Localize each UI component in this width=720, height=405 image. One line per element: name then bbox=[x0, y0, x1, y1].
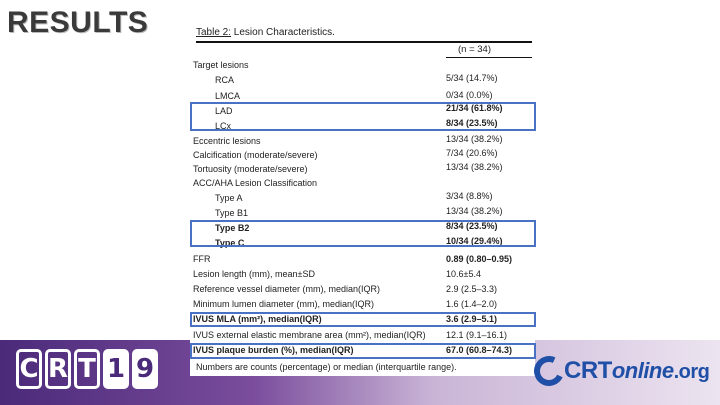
row-label-target-lesions: Target lesions bbox=[193, 60, 249, 70]
row-value-type-c: 10/34 (29.4%) bbox=[446, 236, 503, 246]
crtonline-swoosh-icon bbox=[530, 352, 568, 390]
highlight-box-plaque-burden bbox=[190, 343, 536, 359]
highlight-box-ivus-mla bbox=[190, 312, 536, 327]
row-value-type-a: 3/34 (8.8%) bbox=[446, 191, 493, 201]
row-label-calcification: Calcification (moderate/severe) bbox=[193, 150, 318, 160]
row-label-plaque-burden: IVUS plaque burden (%), median(IQR) bbox=[193, 345, 354, 355]
table-top-rule bbox=[196, 41, 532, 43]
row-value-plaque-burden: 67.0 (60.8–74.3) bbox=[446, 345, 513, 355]
row-value-lcx: 8/34 (23.5%) bbox=[446, 118, 498, 128]
row-value-ivus-mla: 3.6 (2.9–5.1) bbox=[446, 314, 498, 324]
crt-letter-c: C bbox=[16, 349, 42, 389]
row-value-lesion-length: 10.6±5.4 bbox=[446, 269, 481, 279]
column-header: (n = 34) bbox=[458, 44, 492, 55]
row-value-type-b1: 13/34 (38.2%) bbox=[446, 206, 503, 216]
row-label-minimum-lumen: Minimum lumen diameter (mm), median(IQR) bbox=[193, 299, 375, 309]
row-value-calcification: 7/34 (20.6%) bbox=[446, 148, 498, 158]
logo-text-crt: CRT bbox=[564, 357, 612, 384]
table-footnote: Numbers are counts (percentage) or median (interquartile range). bbox=[196, 362, 457, 372]
row-label-type-b1: Type B1 bbox=[215, 208, 249, 218]
row-value-tortuosity: 13/34 (38.2%) bbox=[446, 162, 503, 172]
crt19-logo bbox=[16, 349, 158, 389]
row-value-type-b2: 8/34 (23.5%) bbox=[446, 221, 498, 231]
highlight-box-lad-lcx bbox=[190, 102, 536, 131]
slide-title: RESULTS bbox=[7, 6, 149, 39]
row-label-rca: RCA bbox=[215, 75, 235, 85]
row-label-ivus-eem: IVUS external elastic membrane area (mm²), median(IQR) bbox=[193, 330, 426, 340]
row-value-lmca: 0/34 (0.0%) bbox=[446, 90, 493, 100]
row-value-eccentric: 13/34 (38.2%) bbox=[446, 134, 503, 144]
row-label-lcx: LCx bbox=[215, 121, 232, 131]
row-label-type-a: Type A bbox=[215, 193, 243, 203]
crt-letter-t: T bbox=[74, 349, 100, 389]
row-label-reference-diameter: Reference vessel diameter (mm), median(IQR) bbox=[193, 284, 381, 294]
row-label-acc-aha: ACC/AHA Lesion Classification bbox=[193, 178, 318, 188]
table-caption-label: Table 2: bbox=[196, 27, 232, 38]
logo-text-online: online bbox=[611, 358, 674, 383]
row-value-minimum-lumen: 1.6 (1.4–2.0) bbox=[446, 299, 498, 309]
row-label-type-c: Type C bbox=[215, 238, 245, 248]
row-label-ivus-mla: IVUS MLA (mm²), median(IQR) bbox=[193, 314, 322, 324]
table-caption bbox=[196, 27, 335, 38]
row-value-reference-diameter: 2.9 (2.5–3.3) bbox=[446, 284, 498, 294]
highlight-box-type-b2-c bbox=[190, 220, 536, 247]
row-label-type-b2: Type B2 bbox=[215, 223, 250, 233]
row-value-rca: 5/34 (14.7%) bbox=[446, 73, 498, 83]
crt-digit-1: 1 bbox=[103, 349, 129, 389]
row-label-lmca: LMCA bbox=[215, 91, 241, 101]
row-label-ffr: FFR bbox=[193, 254, 211, 264]
crtonline-logo-text bbox=[564, 357, 709, 385]
row-value-ffr bbox=[446, 254, 512, 265]
row-value-ivus-eem: 12.1 (9.1–16.1) bbox=[446, 330, 508, 340]
row-value-ffr-text: 0.89 (0.80–0.95) bbox=[446, 254, 513, 264]
table-caption-text: Lesion Characteristics. bbox=[231, 27, 335, 38]
row-label-tortuosity: Tortuosity (moderate/severe) bbox=[193, 164, 308, 174]
crt-letter-r: R bbox=[45, 349, 71, 389]
row-label-eccentric: Eccentric lesions bbox=[193, 136, 261, 146]
column-header-rule bbox=[446, 57, 532, 58]
crtonline-logo bbox=[534, 356, 709, 386]
row-value-lad: 21/34 (61.8%) bbox=[446, 103, 503, 113]
row-label-lad: LAD bbox=[215, 106, 233, 116]
crt-digit-9: 9 bbox=[132, 349, 158, 389]
logo-text-org: .org bbox=[673, 361, 710, 383]
row-label-lesion-length: Lesion length (mm), mean±SD bbox=[193, 269, 315, 279]
